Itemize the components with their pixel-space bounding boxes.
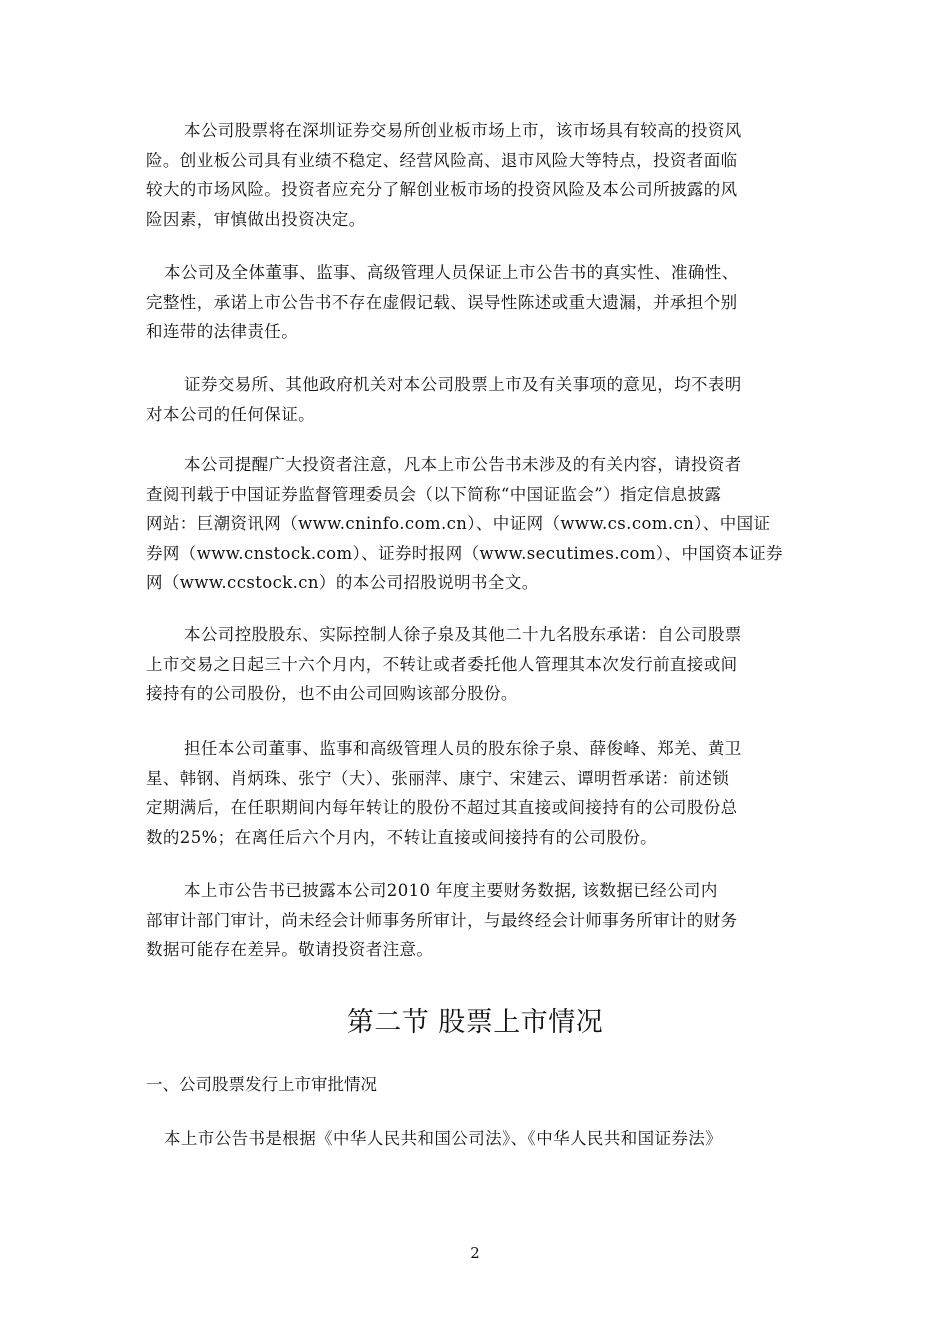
- paragraph-line: 券网（www.cnstock.com）、证券时报网（www.secutimes.com）、中国资本证券: [146, 543, 783, 563]
- paragraph-line: 星、韩钢、肖炳珠、张宁（大）、张丽萍、康宁、宋建云、谭明哲承诺：前述锁: [146, 768, 730, 788]
- financial-data-paragraph: [146, 876, 818, 965]
- investor-notice-paragraph: [146, 450, 818, 598]
- paragraph-line: 本上市公告书已披露本公司2010 年度主要财务数据, 该数据已经公司内: [184, 881, 718, 900]
- paragraph-line: 本公司股票将在深圳证券交易所创业板市场上市，该市场具有较高的投资风: [184, 121, 742, 140]
- paragraph-line: 本公司提醒广大投资者注意，凡本上市公告书未涉及的有关内容，请投资者: [184, 455, 742, 474]
- paragraph-line: 较大的市场风险。投资者应充分了解创业板市场的投资风险及本公司所披露的风: [146, 180, 738, 199]
- paragraph-line: 本公司控股股东、实际控制人徐子泉及其他二十九名股东承诺：自公司股票: [184, 625, 742, 644]
- paragraph-line: 数据可能存在差异。敬请投资者注意。: [146, 940, 434, 959]
- director-lockup-paragraph: [146, 734, 818, 852]
- subsection-title: 一、公司股票发行上市审批情况: [146, 1075, 377, 1094]
- paragraph-line: 查阅刊载于中国证券监督管理委员会（以下简称“中国证监会”）指定信息披露: [146, 484, 722, 504]
- paragraph-line: 对本公司的任何保证。: [146, 404, 315, 424]
- paragraph-line: 数的25%；在离任后六个月内，不转让直接或间接持有的公司股份。: [146, 827, 658, 847]
- paragraph-line: 网（www.ccstock.cn）的本公司招股说明书全文。: [146, 573, 539, 592]
- exchange-opinion-paragraph: [146, 370, 818, 429]
- page-number: 2: [470, 1244, 480, 1262]
- paragraph-line: 定期满后，在任职期间内每年转让的股份不超过其直接或间接持有的公司股份总: [146, 798, 738, 817]
- paragraph-line: 险。创业板公司具有业绩不稳定、经营风险高、退市风险大等特点，投资者面临: [146, 150, 738, 170]
- paragraph-line: 本公司及全体董事、监事、高级管理人员保证上市公告书的真实性、准确性、: [164, 263, 739, 282]
- paragraph-line: 部审计部门审计，尚未经会计师事务所审计，与最终经会计师事务所审计的财务: [146, 910, 738, 930]
- paragraph-line: 网站：巨潮资讯网（www.cninfo.com.cn）、中证网（www.cs.com.cn）、中国证: [146, 514, 771, 533]
- paragraph-line: 险因素，审慎做出投资决定。: [146, 209, 366, 229]
- paragraph-line: 上市交易之日起三十六个月内，不转让或者委托他人管理其本次发行前直接或间: [146, 654, 738, 674]
- shareholder-lockup-paragraph: [146, 620, 818, 709]
- risk-paragraph: [146, 116, 818, 234]
- paragraph-line: 证券交易所、其他政府机关对本公司股票上市及有关事项的意见，均不表明: [184, 375, 742, 394]
- approval-paragraph: [146, 1124, 818, 1154]
- paragraph-line: 完整性，承诺上市公告书不存在虚假记载、误导性陈述或重大遗漏，并承担个别: [146, 292, 738, 312]
- section-title: 第二节 股票上市情况: [346, 1007, 604, 1038]
- paragraph-line: 接持有的公司股份，也不由公司回购该部分股份。: [146, 684, 518, 703]
- paragraph-line: 担任本公司董事、监事和高级管理人员的股东徐子泉、薛俊峰、郑羌、黄卫: [184, 739, 742, 758]
- paragraph-line: 和连带的法律责任。: [146, 322, 299, 341]
- board-guarantee-paragraph: [146, 258, 818, 347]
- paragraph-line: 本上市公告书是根据《中华人民共和国公司法》、《中华人民共和国证券法》: [164, 1129, 723, 1148]
